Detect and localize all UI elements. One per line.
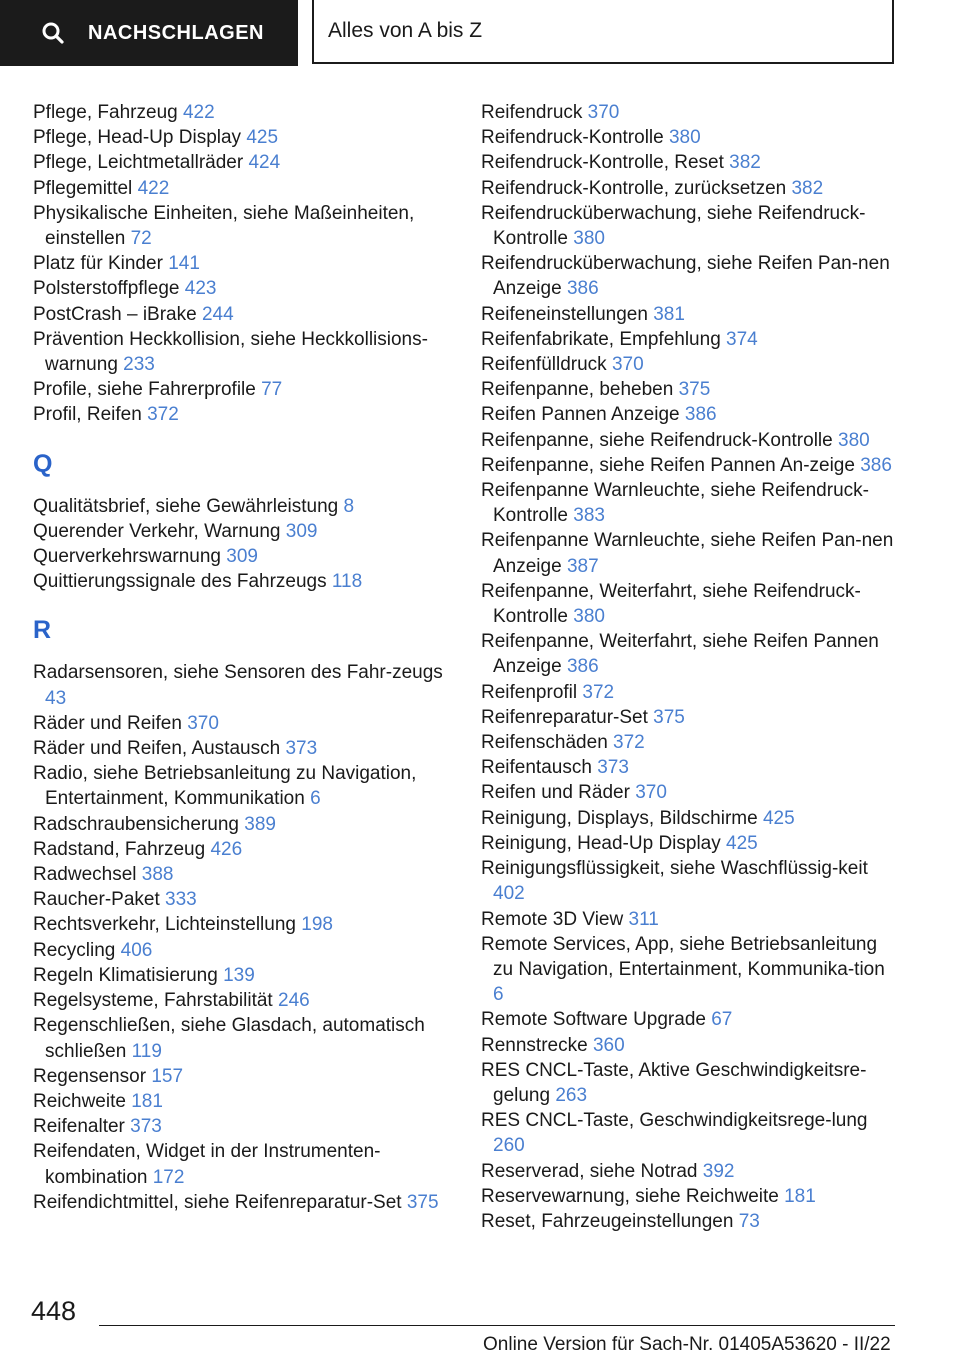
page-link[interactable]: 423	[184, 278, 217, 300]
letter-heading-r: R	[33, 616, 52, 645]
entry-term: Reifenalter	[33, 1116, 125, 1138]
entry-term: Remote Software Upgrade	[481, 1009, 706, 1031]
entry-term: Reifendrucküberwachung, siehe Reifendruck-Kontrolle	[481, 202, 866, 250]
page-link[interactable]: 383	[573, 505, 605, 527]
entry-term: Regensensor	[33, 1065, 147, 1087]
page-link[interactable]: 372	[147, 404, 179, 426]
page-link[interactable]: 374	[726, 328, 758, 350]
page-link[interactable]: 72	[130, 228, 152, 250]
page-link[interactable]: 370	[587, 102, 620, 123]
entry-term: Qualitätsbrief, siehe Gewährleistung	[33, 495, 339, 517]
page-link[interactable]: 388	[141, 864, 174, 886]
nav-tab-label: NACHSCHLAGEN	[88, 21, 264, 44]
entry-term: Prävention Heckkollision, siehe Heckkollisions-warnung	[33, 328, 428, 376]
index-entry	[33, 812, 451, 837]
index-entry	[33, 201, 451, 251]
index-entry	[481, 1209, 899, 1234]
letter-heading-q: Q	[33, 449, 53, 478]
page-link[interactable]: 263	[555, 1084, 588, 1106]
page-link[interactable]: 6	[310, 788, 321, 810]
index-entry	[33, 761, 451, 811]
entry-term: Querender Verkehr, Warnung	[33, 520, 281, 542]
index-entry	[33, 176, 451, 201]
entry-term: Reifen und Räder	[481, 782, 630, 804]
entry-term: Reifenschäden	[481, 732, 608, 754]
page-link[interactable]: 360	[592, 1034, 625, 1056]
entry-term: Rennstrecke	[481, 1034, 588, 1056]
entry-term: Pflege, Head-Up Display	[33, 127, 242, 149]
entry-term: Raucher-Paket	[33, 889, 160, 911]
index-entry	[481, 1007, 899, 1032]
page-link[interactable]: 67	[711, 1009, 733, 1031]
index-entry	[33, 988, 451, 1013]
index-entry	[33, 251, 451, 276]
page-link[interactable]: 382	[729, 152, 761, 174]
page-link[interactable]: 373	[285, 738, 318, 760]
index-entry	[481, 327, 899, 352]
entry-term: Physikalische Einheiten, siehe Maßeinheiten, einstellen	[33, 202, 415, 250]
page-link[interactable]: 309	[226, 546, 258, 568]
index-entry	[481, 1108, 899, 1158]
index-entry	[481, 176, 899, 201]
page-number: 448	[31, 1296, 77, 1326]
index-entry	[481, 302, 899, 327]
page-link[interactable]: 118	[331, 571, 363, 593]
entry-term: Reifenpanne Warnleuchte, siehe Reifendruck-Kontrolle	[481, 480, 869, 527]
index-entry	[481, 680, 899, 705]
page-link[interactable]: 141	[168, 253, 200, 275]
index-entry	[33, 100, 451, 125]
index-entry	[33, 711, 451, 736]
page-link[interactable]: 381	[653, 303, 685, 325]
entry-term: Recycling	[33, 939, 116, 961]
index-entry	[33, 494, 451, 519]
index-entry	[33, 302, 451, 327]
entry-term: Reinigung, Head-Up Display	[481, 832, 721, 854]
page-link[interactable]: 198	[301, 914, 333, 936]
entry-term: Reifenpanne, siehe Reifen Pannen An-zeige	[481, 454, 855, 476]
page-link[interactable]: 389	[244, 813, 276, 835]
page-link[interactable]: 372	[582, 681, 615, 703]
index-entry	[481, 100, 899, 125]
index-entry	[33, 963, 451, 988]
entry-term: Reifen Pannen Anzeige	[481, 404, 680, 426]
page-link[interactable]: 372	[613, 732, 645, 754]
index-entry	[33, 402, 451, 427]
index-entry	[33, 569, 451, 594]
index-entry	[33, 544, 451, 569]
entry-term: Räder und Reifen, Austausch	[33, 738, 281, 760]
page-link[interactable]: 386	[860, 454, 892, 476]
index-entry	[481, 806, 899, 831]
page-header	[0, 0, 960, 66]
entry-term: Reifendruck-Kontrolle	[481, 127, 664, 149]
entry-term: Radwechsel	[33, 864, 137, 886]
page-link[interactable]: 386	[566, 656, 599, 678]
index-entry	[33, 862, 451, 887]
entry-term: Reinigung, Displays, Bildschirme	[481, 807, 758, 829]
index-entry	[33, 887, 451, 912]
page-link[interactable]: 422	[182, 102, 215, 123]
index-entry	[481, 352, 899, 377]
page-link[interactable]: 139	[223, 964, 255, 986]
page-link[interactable]: 8	[343, 495, 355, 517]
page-link[interactable]: 424	[248, 152, 281, 174]
index-entry	[33, 1013, 451, 1063]
page-link[interactable]: 375	[678, 379, 711, 401]
page-link[interactable]: 370	[187, 712, 219, 734]
page-link[interactable]: 380	[573, 228, 605, 250]
entry-term: Profile, siehe Fahrerprofile	[33, 379, 256, 401]
entry-term: Reifendrucküberwachung, siehe Reifen Pan-nen Anzeige	[481, 253, 890, 300]
index-entry	[33, 660, 451, 710]
page-link[interactable]: 387	[566, 555, 599, 577]
entry-term: Pflege, Leichtmetallräder	[33, 152, 244, 174]
index-group-r	[33, 660, 451, 1214]
page-link[interactable]: 73	[738, 1210, 760, 1232]
index-entry	[33, 736, 451, 761]
entry-term: Regenschließen, siehe Glasdach, automatisch schließen	[33, 1015, 425, 1062]
entry-term: Räder und Reifen	[33, 712, 182, 734]
index-entry	[481, 1058, 899, 1108]
entry-term: Reifenprofil	[481, 681, 578, 703]
page-link[interactable]: 386	[566, 278, 599, 300]
index-entry	[481, 780, 899, 805]
index-group-p	[33, 100, 451, 428]
section-title: Alles von A bis Z	[328, 19, 483, 42]
entry-term: Quittierungssignale des Fahrzeugs	[33, 571, 327, 593]
entry-term: Reifenpanne, beheben	[481, 379, 674, 401]
index-column-left	[33, 100, 451, 1215]
search-icon	[40, 20, 66, 46]
page-link[interactable]: 380	[668, 127, 701, 149]
index-entry	[33, 938, 451, 963]
entry-term: Platz für Kinder	[33, 253, 163, 275]
page-link[interactable]: 380	[838, 429, 870, 451]
entry-term: Reservewarnung, siehe Reichweite	[481, 1185, 779, 1207]
index-entry	[481, 125, 899, 150]
entry-term: Reifeneinstellungen	[481, 303, 648, 325]
entry-term: Reifenfülldruck	[481, 354, 607, 376]
entry-term: Rechtsverkehr, Lichteinstellung	[33, 914, 296, 936]
entry-term: Radio, siehe Betriebsanleitung zu Navigation, Entertainment, Kommunikation	[33, 763, 417, 810]
entry-term: Reinigungsflüssigkeit, siehe Waschflüssig-keit	[481, 858, 868, 880]
page-link[interactable]: 425	[762, 807, 795, 829]
page-link[interactable]: 373	[130, 1116, 162, 1138]
index-entry	[33, 1064, 451, 1089]
page-link[interactable]: 386	[684, 404, 717, 426]
page-link[interactable]: 309	[285, 520, 318, 542]
entry-term: Reserverad, siehe Notrad	[481, 1160, 698, 1182]
index-entry	[481, 755, 899, 780]
index-entry	[33, 837, 451, 862]
entry-term: Profil, Reifen	[33, 404, 142, 426]
page-link[interactable]: 172	[152, 1166, 185, 1188]
page-link[interactable]: 311	[628, 908, 659, 930]
page-link[interactable]: 43	[45, 687, 67, 709]
page-link[interactable]: 233	[123, 354, 155, 376]
page-link[interactable]: 380	[573, 606, 605, 628]
page-link[interactable]: 426	[210, 838, 243, 860]
index-entry	[481, 1184, 899, 1209]
index-entry	[481, 150, 899, 175]
index-entry	[481, 1033, 899, 1058]
page-link[interactable]: 402	[493, 883, 525, 905]
entry-term: Reifenpanne, Weiterfahrt, siehe Reifen Pannen Anzeige	[481, 631, 879, 678]
index-entry	[33, 1190, 451, 1215]
page-link[interactable]: 6	[493, 984, 504, 1006]
entry-term: PostCrash – iBrake	[33, 303, 197, 325]
index-entry	[481, 428, 899, 453]
index-entry	[481, 377, 899, 402]
index-entry	[33, 377, 451, 402]
index-entry	[481, 478, 899, 528]
entry-term: RES CNCL-Taste, Aktive Geschwindigkeitsre-gelung	[481, 1059, 867, 1106]
footer-divider	[99, 1325, 895, 1326]
index-column-right	[481, 100, 899, 1234]
index-entry	[481, 730, 899, 755]
index-entry	[33, 327, 451, 377]
section-title-tab	[312, 0, 894, 64]
index-entry	[33, 150, 451, 175]
page-link[interactable]: 382	[791, 177, 824, 199]
entry-term: Polsterstoffpflege	[33, 278, 180, 300]
entry-term: Pflegemittel	[33, 177, 133, 199]
page-link[interactable]: 422	[137, 177, 170, 199]
entry-term: Regeln Klimatisierung	[33, 964, 218, 986]
entry-term: Reifendruck-Kontrolle, zurücksetzen	[481, 177, 787, 199]
index-entry	[481, 528, 899, 578]
entry-term: RES CNCL-Taste, Geschwindigkeitsrege-lung	[481, 1110, 868, 1132]
index-entry	[481, 1159, 899, 1184]
entry-term: Reifentausch	[481, 757, 592, 779]
entry-term: Reifendichtmittel, siehe Reifenreparatur-Set	[33, 1191, 402, 1213]
entry-term: Reifenpanne, Weiterfahrt, siehe Reifendruck-Kontrolle	[481, 580, 861, 628]
page-link[interactable]: 157	[151, 1065, 184, 1087]
footer-version-text: Online Version für Sach-Nr. 01405A53620 - II/22	[483, 1334, 891, 1355]
index-entry	[33, 125, 451, 150]
page-link[interactable]: 370	[635, 782, 667, 804]
entry-term: Reifenfabrikate, Empfehlung	[481, 328, 721, 350]
index-entry	[481, 831, 899, 856]
index-entry	[33, 912, 451, 937]
index-entry	[481, 907, 899, 932]
entry-term: Querverkehrswarnung	[33, 546, 221, 568]
index-entry	[33, 1089, 451, 1114]
entry-term: Reset, Fahrzeugeinstellungen	[481, 1210, 734, 1232]
entry-term: Reifendruck	[481, 102, 583, 123]
index-entry	[481, 579, 899, 629]
page-link[interactable]: 77	[261, 379, 283, 401]
entry-term: Remote 3D View	[481, 908, 624, 930]
page-link[interactable]: 244	[201, 303, 234, 325]
entry-term: Reifenreparatur-Set	[481, 706, 648, 728]
page-link[interactable]: 333	[165, 889, 197, 911]
index-entry	[481, 251, 899, 301]
index-entry	[481, 856, 899, 906]
entry-term: Radstand, Fahrzeug	[33, 838, 206, 860]
page-link[interactable]: 181	[784, 1185, 816, 1207]
entry-term: Radarsensoren, siehe Sensoren des Fahr-zeugs	[33, 662, 443, 684]
page-link[interactable]: 119	[131, 1040, 162, 1062]
index-entry	[33, 1114, 451, 1139]
index-group-q	[33, 494, 451, 595]
index-entry	[481, 932, 899, 1008]
page-link[interactable]: 370	[611, 354, 644, 376]
entry-term: Reifenpanne, siehe Reifendruck-Kontrolle	[481, 429, 833, 451]
entry-term: Pflege, Fahrzeug	[33, 102, 178, 123]
page-link[interactable]: 425	[726, 832, 758, 854]
index-entry	[33, 519, 451, 544]
page-link[interactable]: 246	[278, 990, 310, 1012]
page-link[interactable]: 375	[653, 706, 685, 728]
index-entry	[33, 276, 451, 301]
page-link[interactable]: 406	[120, 939, 153, 961]
entry-term: Reifendruck-Kontrolle, Reset	[481, 152, 724, 174]
entry-term: Radschraubensicherung	[33, 813, 239, 835]
entry-term: Reifendaten, Widget in der Instrumenten-kombination	[33, 1141, 381, 1188]
page-link[interactable]: 392	[702, 1160, 735, 1182]
page-link[interactable]: 260	[493, 1135, 525, 1157]
page-link[interactable]: 425	[246, 127, 279, 149]
page-link[interactable]: 375	[406, 1191, 439, 1213]
index-entry	[481, 705, 899, 730]
index-entry	[481, 453, 899, 478]
nav-tab-nachschlagen[interactable]	[0, 0, 298, 66]
index-entry	[481, 201, 899, 251]
entry-term: Reichweite	[33, 1090, 126, 1112]
entry-term: Remote Services, App, siehe Betriebsanleitung zu Navigation, Entertainment, Kommunika-tion	[481, 933, 885, 980]
index-entry	[481, 629, 899, 679]
entry-term: Reifenpanne Warnleuchte, siehe Reifen Pan-nen Anzeige	[481, 530, 894, 577]
index-entry	[33, 1139, 451, 1189]
index-entry	[481, 402, 899, 427]
page-link[interactable]: 373	[597, 757, 629, 779]
entry-term: Regelsysteme, Fahrstabilität	[33, 990, 273, 1012]
page-link[interactable]: 181	[131, 1090, 163, 1112]
